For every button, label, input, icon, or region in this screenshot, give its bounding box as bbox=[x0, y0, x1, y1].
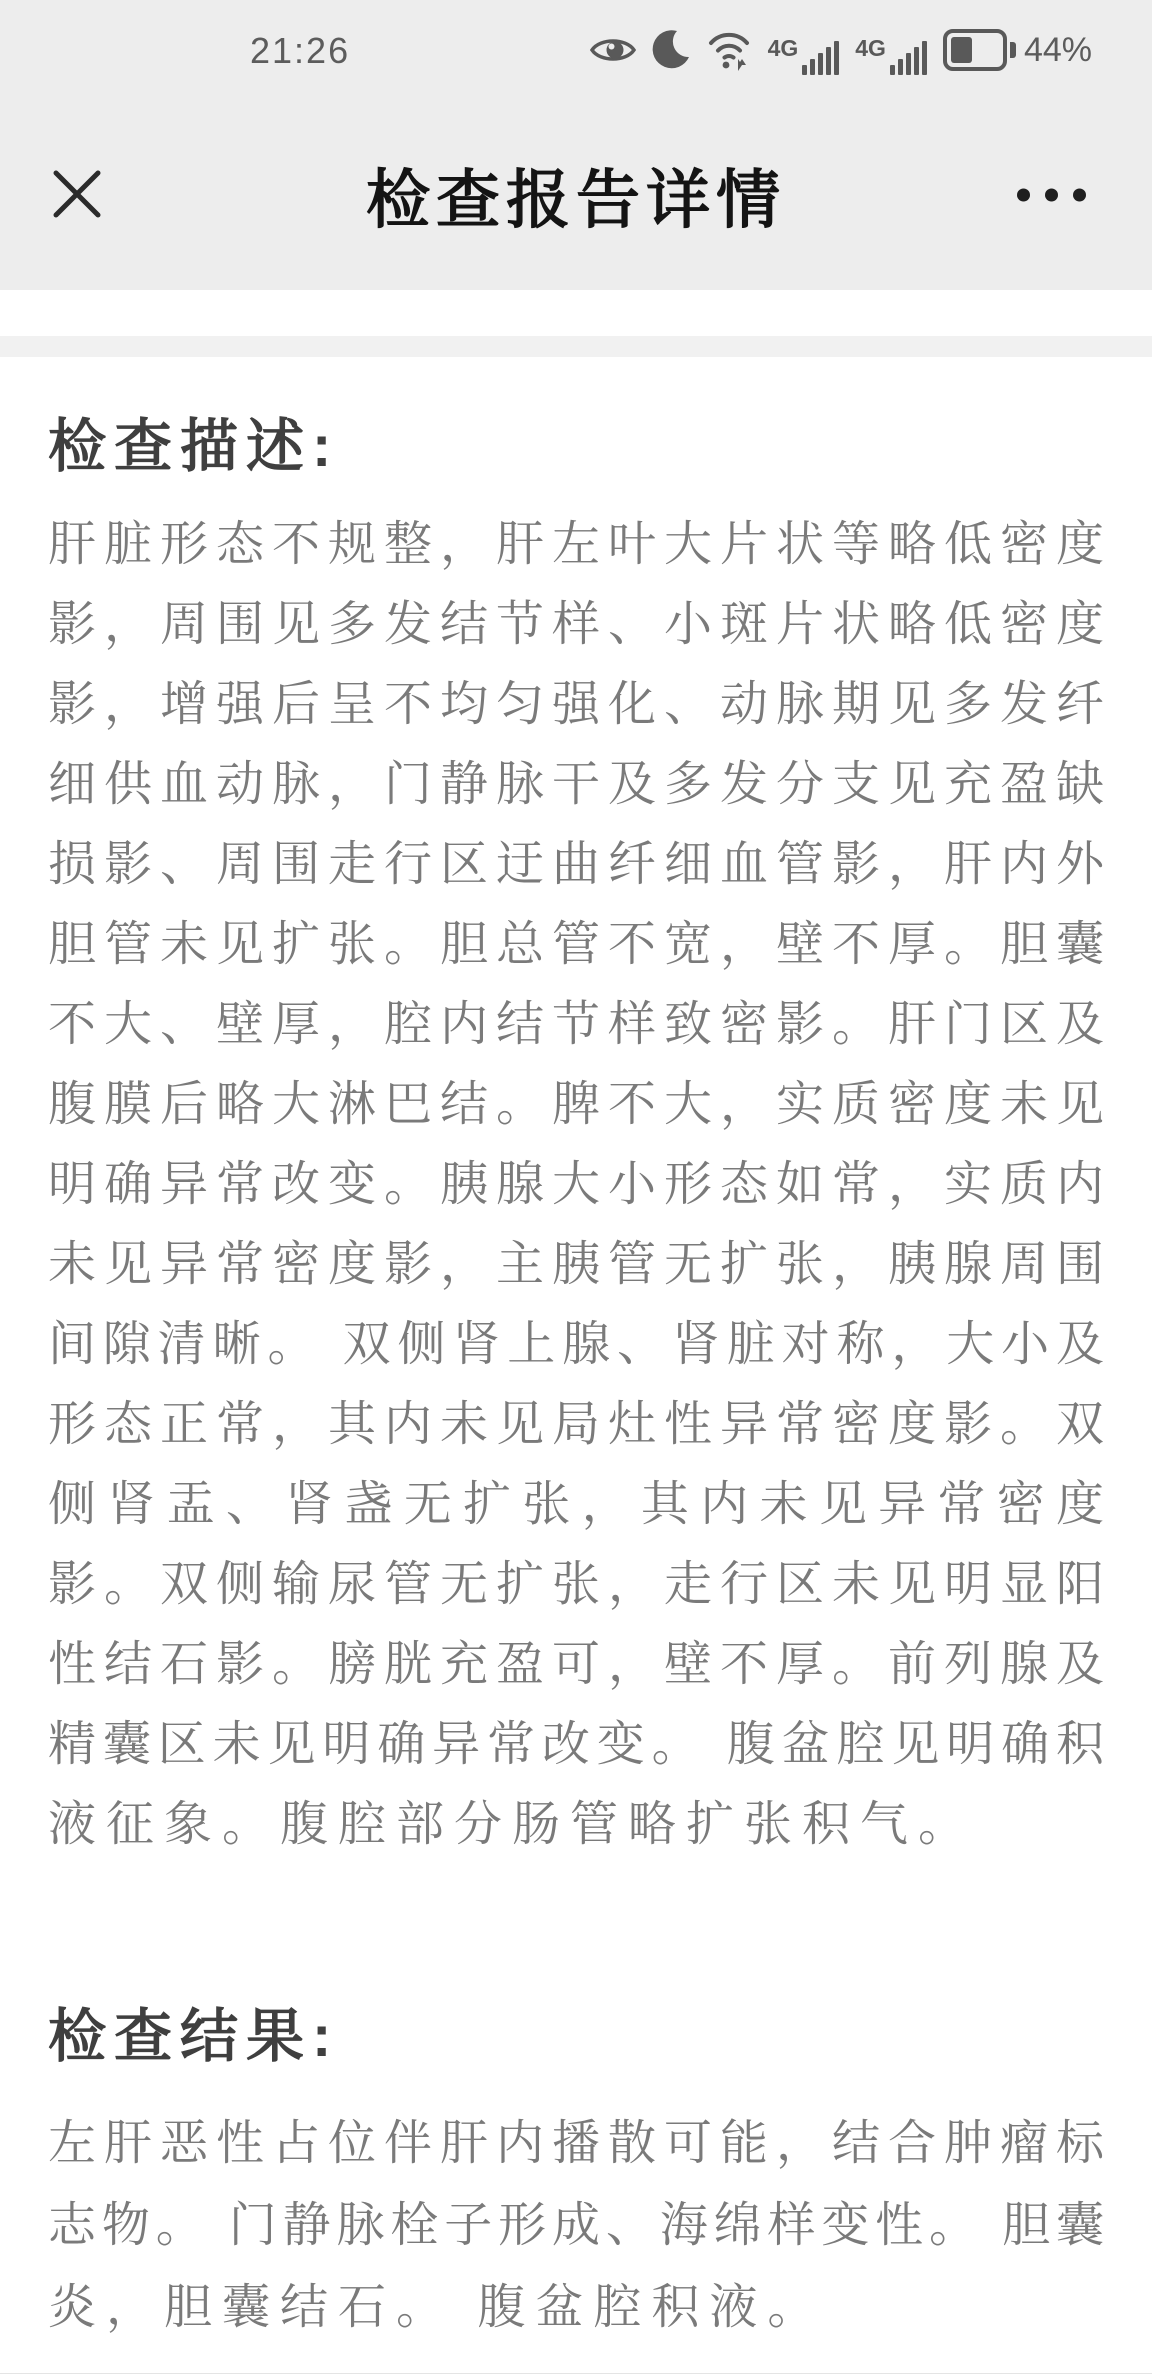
report-text-line: 间隙清晰。 双侧肾上腺、肾脏对称，大小及 bbox=[48, 1318, 1104, 1371]
more-menu-button[interactable] bbox=[1013, 175, 1090, 216]
description-heading: 检查描述: bbox=[48, 414, 340, 479]
report-text-line: 肝脏形态不规整，肝左叶大片状等略低密度 bbox=[48, 518, 1104, 571]
ellipsis-dot bbox=[1017, 189, 1030, 202]
report-text-line: 影，周围见多发结节样、小斑片状略低密度 bbox=[48, 598, 1104, 651]
page-title: 检查报告详情 bbox=[366, 164, 786, 236]
battery-percent: 44% bbox=[1023, 30, 1092, 69]
report-text-line: 影，增强后呈不均匀强化、动脉期见多发纤 bbox=[48, 678, 1104, 731]
report-text-line: 损影、周围走行区迂曲纤细血管影，肝内外 bbox=[48, 838, 1104, 891]
report-text-line: 炎，胆囊结石。 腹盆腔积液。 bbox=[48, 2281, 826, 2334]
ellipsis-dot bbox=[1045, 189, 1058, 202]
report-content bbox=[0, 407, 1152, 2349]
ellipsis-dot bbox=[1073, 189, 1086, 202]
description-paragraph bbox=[48, 505, 1104, 1865]
report-text-line: 细供血动脉，门静脉干及多发分支见充盈缺 bbox=[48, 758, 1104, 811]
bottom-divider bbox=[0, 2373, 1152, 2374]
mobile-signal-4g-icon-1 bbox=[768, 25, 840, 75]
result-paragraph bbox=[48, 2103, 1104, 2349]
network-type-label: 4G bbox=[855, 35, 886, 61]
report-text-line: 左肝恶性占位伴肝内播散可能，结合肿瘤标 bbox=[48, 2117, 1104, 2170]
report-text-line: 影。双侧输尿管无扩张，走行区未见明显阳 bbox=[48, 1558, 1104, 1611]
close-button[interactable] bbox=[44, 162, 110, 228]
report-text-line: 精囊区未见明确异常改变。 腹盆腔见明确积 bbox=[48, 1718, 1104, 1771]
wifi-icon bbox=[706, 29, 752, 71]
report-text-line: 未见异常密度影，主胰管无扩张，胰腺周围 bbox=[48, 1238, 1104, 1291]
signal-bars-icon bbox=[890, 39, 927, 75]
report-text-line: 腹膜后略大淋巴结。脾不大，实质密度未见 bbox=[48, 1078, 1104, 1131]
nav-bar bbox=[0, 100, 1152, 290]
report-text-line: 侧肾盂、肾盏无扩张，其内未见异常密度 bbox=[48, 1478, 1104, 1531]
report-text-line: 形态正常，其内未见局灶性异常密度影。双 bbox=[48, 1398, 1104, 1451]
report-text-line: 胆管未见扩张。胆总管不宽，壁不厚。胆囊 bbox=[48, 918, 1104, 971]
do-not-disturb-moon-icon bbox=[652, 30, 690, 70]
eye-protection-icon bbox=[590, 34, 636, 66]
network-type-label: 4G bbox=[767, 35, 799, 61]
status-bar bbox=[0, 0, 1152, 100]
close-icon bbox=[49, 166, 105, 225]
report-text-line: 性结石影。膀胱充盈可，壁不厚。前列腺及 bbox=[48, 1638, 1104, 1691]
report-text-line: 志物。 门静脉栓子形成、海绵样变性。 胆囊 bbox=[48, 2199, 1104, 2252]
report-text-line: 明确异常改变。胰腺大小形态如常，实质内 bbox=[48, 1158, 1104, 1211]
mobile-signal-4g-icon-2 bbox=[855, 25, 927, 75]
battery-icon bbox=[943, 29, 1092, 71]
report-text-line: 液征象。腹腔部分肠管略扩张积气。 bbox=[48, 1798, 977, 1851]
status-time: 21:26 bbox=[250, 30, 351, 71]
status-icons-cluster bbox=[590, 0, 1092, 100]
header-content-gap bbox=[0, 290, 1152, 336]
report-text-line: 不大、壁厚，腔内结节样致密影。肝门区及 bbox=[48, 998, 1104, 1051]
section-separator bbox=[0, 336, 1152, 357]
signal-bars-icon bbox=[802, 39, 839, 75]
result-heading: 检查结果: bbox=[48, 2004, 340, 2069]
